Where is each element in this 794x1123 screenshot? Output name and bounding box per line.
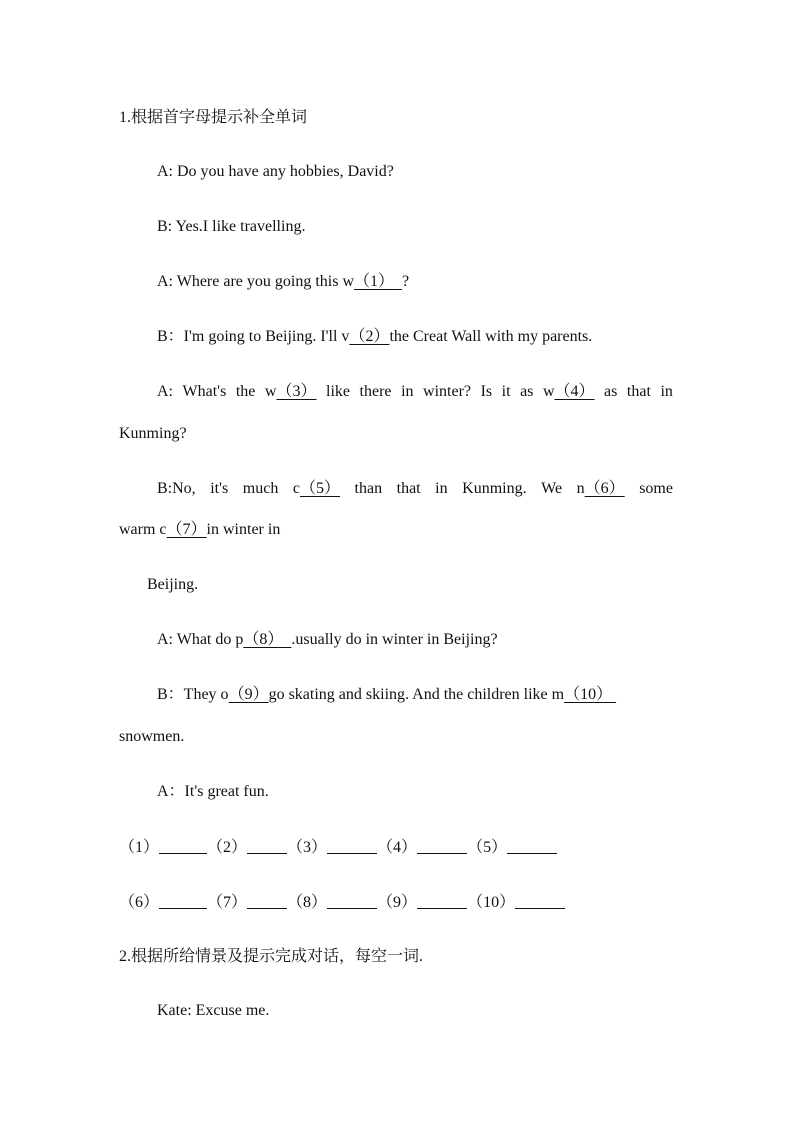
word: Kunming. xyxy=(462,480,527,497)
blank-8[interactable]: （8） xyxy=(243,631,284,648)
answer-number-10: （10） xyxy=(467,894,516,911)
word: some xyxy=(639,480,673,497)
blank-6[interactable]: （6） xyxy=(584,480,625,497)
line8-mid: go skating and skiing. And the children like m xyxy=(268,686,565,703)
answer-blank-8[interactable] xyxy=(327,894,377,909)
word: We xyxy=(541,480,563,497)
answer-blank-4[interactable] xyxy=(417,839,467,854)
answer-blank-9[interactable] xyxy=(417,894,467,909)
word: much xyxy=(242,480,279,497)
line7-end: .usually do in winter in Beijing? xyxy=(291,631,498,648)
word: there xyxy=(359,383,392,400)
blank-5[interactable]: （5） xyxy=(299,480,340,497)
blank-9[interactable]: （9） xyxy=(228,686,269,703)
word: in xyxy=(401,383,414,400)
dialogue-line-7 xyxy=(157,632,498,648)
word: it xyxy=(501,383,511,400)
word-with-blank-4 xyxy=(543,384,595,400)
line8-text: B：They o xyxy=(157,686,229,703)
dialogue-line-4 xyxy=(157,329,592,345)
answer-blank-7[interactable] xyxy=(247,894,287,909)
dialogue-line-6 xyxy=(157,481,673,497)
answer-number-2: （2） xyxy=(207,839,248,856)
answer-blank-6[interactable] xyxy=(159,894,207,909)
answer-number-5: （5） xyxy=(467,839,508,856)
dialogue-line-8 xyxy=(157,687,616,703)
blank-10[interactable]: （10） xyxy=(564,686,613,703)
dialogue-line-3 xyxy=(157,274,409,290)
section2-line-1: Kate: Excuse me. xyxy=(157,1002,270,1019)
answer-row-2 xyxy=(119,894,565,911)
letter: c xyxy=(292,480,300,497)
word: B:No, xyxy=(157,480,196,497)
word: What's xyxy=(182,383,227,400)
blank-7[interactable]: （7） xyxy=(166,521,207,538)
dialogue-line-1: A: Do you have any hobbies, David? xyxy=(157,163,394,180)
answer-number-8: （8） xyxy=(287,894,328,911)
word: winter? xyxy=(423,383,472,400)
answer-blank-10[interactable] xyxy=(515,894,565,909)
answer-row-1 xyxy=(119,839,557,856)
letter: w xyxy=(264,383,277,400)
section1-heading: 1.根据首字母提示补全单词 xyxy=(119,109,308,126)
word: that xyxy=(626,383,651,400)
answer-blank-5[interactable] xyxy=(507,839,557,854)
word: it's xyxy=(210,480,229,497)
dialogue-line-5-cont: Kunming? xyxy=(119,425,187,442)
section2-heading: 2.根据所给情景及提示完成对话，每空一词. xyxy=(119,948,424,965)
dialogue-line-6-cont2: Beijing. xyxy=(147,576,199,593)
word: in xyxy=(435,480,448,497)
word-with-blank-3 xyxy=(265,384,317,400)
blank-1[interactable]: （1） xyxy=(354,273,395,290)
answer-number-6: （6） xyxy=(119,894,160,911)
answer-number-9: （9） xyxy=(377,894,418,911)
dialogue-line-2: B: Yes.I like travelling. xyxy=(157,218,306,235)
line6b-end: in winter in xyxy=(206,521,281,538)
answer-blank-2[interactable] xyxy=(247,839,287,854)
answer-blank-3[interactable] xyxy=(327,839,377,854)
blank-4[interactable]: （4） xyxy=(554,383,595,400)
blank-3[interactable]: （3） xyxy=(276,383,317,400)
word: in xyxy=(660,383,673,400)
word-with-blank-6 xyxy=(577,481,625,497)
dialogue-line-5 xyxy=(157,384,673,400)
word: that xyxy=(396,480,421,497)
line3-text: A: Where are you going this w xyxy=(157,273,354,290)
line3-end: ? xyxy=(402,273,410,290)
word: Is xyxy=(480,383,493,400)
word: as xyxy=(604,383,618,400)
word-with-blank-5 xyxy=(293,481,340,497)
word: A: xyxy=(157,383,173,400)
letter: n xyxy=(576,480,585,497)
line4-end: the Creat Wall with my parents. xyxy=(389,328,593,345)
line4-text: B：I'm going to Beijing. I'll v xyxy=(157,328,350,345)
letter: w xyxy=(542,383,555,400)
word: like xyxy=(326,383,351,400)
dialogue-line-9: A：It's great fun. xyxy=(157,783,269,800)
blank-10-tail xyxy=(612,686,616,703)
answer-blank-1[interactable] xyxy=(159,839,207,854)
answer-number-7: （7） xyxy=(207,894,248,911)
word: the xyxy=(235,383,256,400)
word: as xyxy=(520,383,534,400)
answer-number-4: （4） xyxy=(377,839,418,856)
answer-number-1: （1） xyxy=(119,839,160,856)
word: than xyxy=(354,480,383,497)
blank-2[interactable]: （2） xyxy=(349,328,390,345)
dialogue-line-8-cont: snowmen. xyxy=(119,728,185,745)
dialogue-line-6-cont xyxy=(119,522,280,538)
answer-number-3: （3） xyxy=(287,839,328,856)
line6b-text: warm c xyxy=(119,521,167,538)
line7-text: A: What do p xyxy=(157,631,244,648)
blank-1-tail xyxy=(394,273,402,290)
